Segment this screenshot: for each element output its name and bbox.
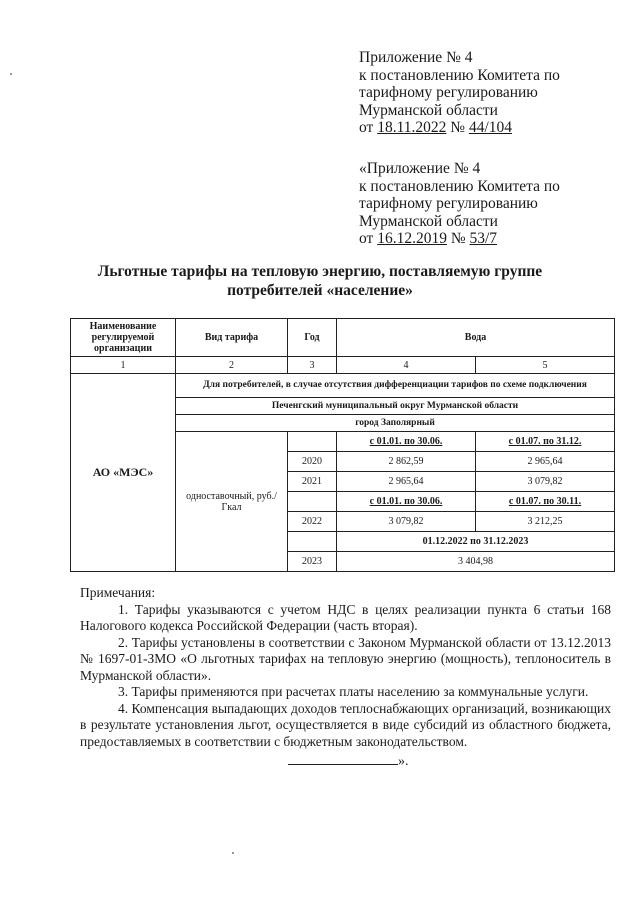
empty-year-cell xyxy=(288,432,337,452)
period-a1-text: с 01.01. по 30.06. xyxy=(369,436,443,447)
appendix-previous-line1: «Приложение № 4 xyxy=(359,160,481,177)
consumers-row xyxy=(71,374,615,398)
closing-underline xyxy=(288,752,398,765)
value-cell: 3 404,98 xyxy=(337,552,615,572)
appendix-previous xyxy=(359,160,560,248)
col-number: 5 xyxy=(476,357,615,374)
title-line2: потребителей «население» xyxy=(227,282,413,299)
appendix-current-number: 44/104 xyxy=(468,119,512,137)
value-cell: 2 965,64 xyxy=(476,452,615,472)
appendix-current-line3: тарифному регулированию xyxy=(359,84,538,102)
document-title xyxy=(60,262,580,300)
appendix-previous-date: 16.12.2019 xyxy=(377,230,447,248)
date-prefix: от xyxy=(359,119,378,137)
note-3: 3. Тарифы применяются при расчетах платы населению за коммунальные услуги. xyxy=(118,684,589,699)
header-org: Наименование регулируемой организации xyxy=(71,319,176,357)
town-cell: город Заполярный xyxy=(176,415,615,432)
notes-heading: Примечания: xyxy=(80,585,156,600)
appendix-current-line2: к постановлению Комитета по xyxy=(359,66,560,84)
value-cell: 3 079,82 xyxy=(337,512,476,532)
date-prefix: от xyxy=(359,230,378,248)
table-header-row xyxy=(71,319,615,357)
period-a1 xyxy=(337,432,476,452)
period-a2 xyxy=(476,432,615,452)
district-cell: Печенгский муниципальный округ Мурманской области xyxy=(176,398,615,415)
value-cell: 3 212,25 xyxy=(476,512,615,532)
appendix-current-line1: Приложение № 4 xyxy=(359,49,473,66)
notes-section xyxy=(80,585,611,750)
header-year: Год xyxy=(288,319,337,357)
period-b2 xyxy=(476,492,615,512)
year-cell: 2022 xyxy=(288,512,337,532)
number-prefix: № xyxy=(446,119,469,137)
tariff-name-cell: одноставочный, руб./Гкал xyxy=(176,432,288,572)
period-b1-text: с 01.01. по 30.06. xyxy=(369,496,443,507)
scan-speck xyxy=(232,852,234,854)
appendix-current xyxy=(359,49,560,137)
empty-year-cell xyxy=(288,532,337,552)
col-number: 1 xyxy=(71,357,176,374)
appendix-previous-line2: к постановлению Комитета по xyxy=(359,177,560,195)
number-prefix: № xyxy=(446,230,470,248)
note-2: 2. Тарифы установлены в соответствии с Законом Мурманской области от 13.12.2013 № 1697-01-ЗМО «О льготных тарифах на тепловую энергию (мощность), теплоноситель в Мурманской области». xyxy=(80,634,611,683)
appendix-current-date: 18.11.2022 xyxy=(377,119,447,137)
year-cell: 2023 xyxy=(288,552,337,572)
note-4: 4. Компенсация выпадающих доходов теплоснабжающих организаций, возникающих в результате установления льгот, осуществляется в виде субсидий из областного бюджета, предоставляемых в соответствии с бюджетным законодательством. xyxy=(80,700,611,749)
appendix-current-line4: Мурманской области xyxy=(359,101,498,119)
period-a2-text: с 01.07. по 31.12. xyxy=(508,436,582,447)
appendix-current-date-line xyxy=(359,119,560,137)
appendix-previous-date-line xyxy=(359,230,560,248)
title-line1: Льготные тарифы на тепловую энергию, поставляемую группе xyxy=(97,263,543,280)
column-numbers-row xyxy=(71,357,615,374)
year-cell: 2021 xyxy=(288,472,337,492)
tariff-table xyxy=(70,318,615,572)
appendix-previous-line3: тарифному регулированию xyxy=(359,195,538,213)
closing-quote: ». xyxy=(398,754,409,769)
value-cell: 3 079,82 xyxy=(476,472,615,492)
col-number: 3 xyxy=(288,357,337,374)
period-b2-text: с 01.07. по 30.11. xyxy=(508,496,582,507)
closing-mark xyxy=(288,752,409,770)
scan-speck xyxy=(10,73,12,75)
note-1: 1. Тарифы указываются с учетом НДС в целях реализации пункта 6 статьи 168 Налогового кодекса Российской Федерации (часть вторая). xyxy=(80,601,611,633)
header-water: Вода xyxy=(337,319,615,357)
year-cell: 2020 xyxy=(288,452,337,472)
col-number: 2 xyxy=(176,357,288,374)
value-cell: 2 862,59 xyxy=(337,452,476,472)
period-b1 xyxy=(337,492,476,512)
consumers-cell: Для потребителей, в случае отсутствия дифференциации тарифов по схеме подключения xyxy=(176,374,615,398)
header-tariff-type: Вид тарифа xyxy=(176,319,288,357)
period-c: 01.12.2022 по 31.12.2023 xyxy=(337,532,615,552)
org-name-cell: АО «МЭС» xyxy=(71,374,176,572)
value-cell: 2 965,64 xyxy=(337,472,476,492)
appendix-previous-line4: Мурманской области xyxy=(359,212,498,230)
empty-year-cell xyxy=(288,492,337,512)
appendix-previous-number: 53/7 xyxy=(469,230,498,248)
col-number: 4 xyxy=(337,357,476,374)
